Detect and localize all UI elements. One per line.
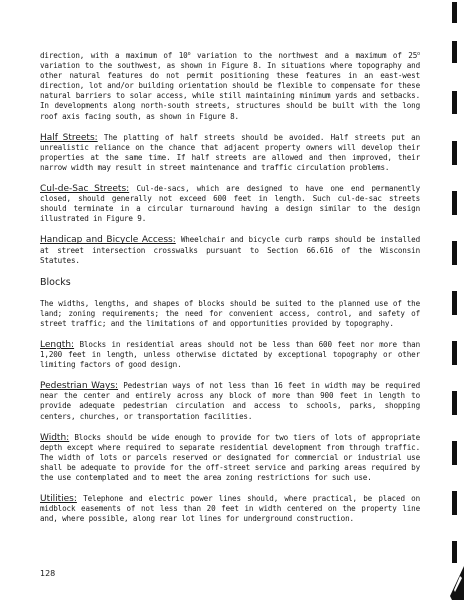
page-body xyxy=(40,51,420,535)
utilities-heading: Utilities: xyxy=(40,494,77,505)
page-number: 128 xyxy=(40,569,56,578)
handicap-access-heading: Handicap and Bicycle Access: xyxy=(40,235,176,246)
width-heading: Width: xyxy=(40,432,70,443)
binding-mark xyxy=(452,2,457,23)
pedestrian-ways-heading: Pedestrian Ways: xyxy=(40,381,119,392)
binding-mark xyxy=(452,141,457,165)
binding-mark xyxy=(452,191,457,215)
half-streets-heading: Half Streets: xyxy=(40,132,98,143)
binding-mark xyxy=(452,541,457,563)
handicap-access-paragraph: Handicap and Bicycle Access: Wheelchair and bicycle curb ramps should be installed at street intersection crosswalks pursuant to Section 66.616 of the Wisconsin Statutes. xyxy=(40,235,421,265)
page-corner-fold xyxy=(446,566,464,600)
cul-de-sac-heading: Cul-de-Sac Streets: xyxy=(40,184,130,195)
binding-mark xyxy=(452,491,457,515)
half-streets-paragraph: Half Streets: The platting of half streets should be avoided. Half streets put an unrealistic reliance on the chance that adjacent property owners will develop their properties at the same time. If half streets are allowed and then improved, their narrow width may result in street maintenance and traffic circulation problems. xyxy=(40,132,420,172)
length-paragraph: Length: Blocks in residential areas should not be less than 600 feet nor more than 1,200 feet in length, unless otherwise dictated by exceptional topography or other limiting factors of good design. xyxy=(40,339,420,370)
utilities-paragraph: Utilities: Telephone and electric power lines should, where practical, be placed on midblock easements of not less than 20 feet in width centered on the property line and, where possible, along rear lot lines for underground construction. xyxy=(40,494,420,524)
binding-mark xyxy=(452,341,457,365)
length-heading: Length: xyxy=(40,339,75,350)
blocks-heading: Blocks xyxy=(40,276,71,288)
binding-mark xyxy=(452,391,457,415)
pedestrian-ways-paragraph: Pedestrian Ways: Pedestrian ways of not less than 16 feet in width may be required near the center and entirely across any block of more than 900 feet in length to provide adequate pedestrian circulation and access to schools, parks, shopping centers, churches, or transportation facilities. xyxy=(40,381,421,421)
binding-mark xyxy=(452,91,457,114)
width-paragraph: Width: Blocks should be wide enough to provide for two tiers of lots of appropriate depth except where required to separate residential development from through traffic. The width of lots or parcels reserved or designated for commercial or industrial use shall be adequate to provide for the off-street service and parking areas required by the use contemplated and to meet the area zoning restrictions for such use. xyxy=(40,432,420,482)
blocks-intro-paragraph: The widths, lengths, and shapes of blocks should be suited to the planned use of the land; zoning requirements; the need for convenient access, control, and safety of street traffic; and the limitations of and opportunities provided by topography. xyxy=(40,298,420,328)
binding-mark xyxy=(452,241,457,265)
cul-de-sac-paragraph: Cul-de-Sac Streets: Cul-de-sacs, which are designed to have one end permanently closed, should generally not exceed 600 feet in length. Such cul-de-sac streets should terminate in a circular turnaround having a design similar to the design illustrated in Figure 9. xyxy=(40,184,421,224)
binding-mark xyxy=(452,41,457,63)
intro-paragraph: direction, with a maximum of 10$^o$ variation to the northwest and a maximum of 25$^o$ variation to the southwest, as shown in Figure 8. In situations where topography and other natural features do not permit positioning these features in an east-west direction, lot and/or building orientation should be flexible to compensate for these natural barriers to solar access, while still maintaining minimum yards and setbacks. In developments along north-south streets, structures should be built with the long roof axis facing south, as shown in Figure 8. xyxy=(40,51,421,121)
binding-mark xyxy=(452,441,457,465)
binding-mark xyxy=(452,291,457,315)
